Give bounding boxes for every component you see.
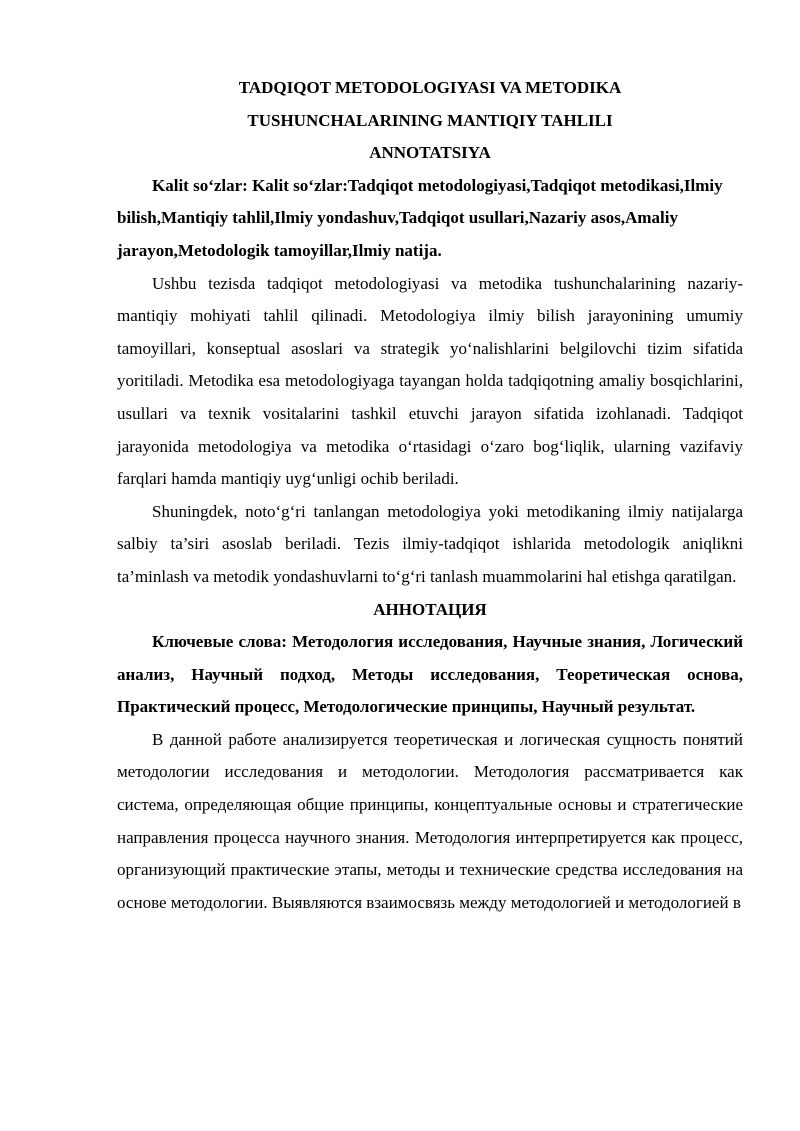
document-title-line-2: TUSHUNCHALARINING MANTIQIY TAHLILI: [247, 110, 613, 130]
annotation-heading-uz: ANNOTATSIYA: [369, 143, 491, 163]
keywords-list-ru: Методология исследования, Научные знания, Логический анализ, Научный подход, Методы исследования, Теоретическая основа, Практический процесс, Методологические принципы, Научный результат.: [117, 632, 743, 717]
paragraph-ru-1: В данной работе анализируется теоретическая и логическая сущность понятий методологии исследования и методологии. Методология рассматривается как система, определяющая общие принципы, концептуальные основы и стратегические направления процесса научного знания. Методология интерпретируется как процесс, организующий практические этапы, методы и технические средства исследования на основе методологии. Выявляются взаимосвязь между методологией и методологией в: [117, 729, 743, 912]
paragraph-uz-1: Ushbu tezisda tadqiqot metodologiyasi va metodika tushunchalarining nazariy-mantiqiy mohiyati tahlil qilinadi. Metodologiya ilmiy bilish jarayonining umumiy tamoyillari, konseptual asoslari va strategik yo‘nalishlarini belgilovchi tizim sifatida yoritiladi. Metodika esa metodologiyaga tayangan holda tadqiqotning amaliy bosqichlarini, usullari va texnik vositalarini tashkil etuvchi jarayon sifatida izohlanadi. Tadqiqot jarayonida metodologiya va metodika o‘rtasidagi o‘zaro bog‘liqlik, ularning vazifaviy farqlari hamda mantiqiy uyg‘unligi ochib beriladi.: [117, 273, 743, 489]
document-page: [117, 72, 743, 919]
keywords-uz: [117, 170, 743, 268]
paragraph-uz-2: Shuningdek, noto‘g‘ri tanlangan metodologiya yoki metodikaning ilmiy natijalarga salbiy ta’siri asoslab beriladi. Tezis ilmiy-tadqiqot ishlarida metodologik aniqlikni ta’minlash va metodik yondashuvlarni to‘g‘ri tanlash muammolarini hal etishga qaratilgan.: [117, 501, 743, 586]
keywords-list-uz: Tadqiqot metodologiyasi,Tadqiqot metodikasi,Ilmiy bilish,Mantiqiy tahlil,Ilmiy yondashuv,Tadqiqot usullari,Nazariy asos,Amaliy jarayon,Metodologik tamoyillar,Ilmiy natija.: [117, 175, 723, 260]
keywords-label-uz: Kalit so‘zlar: Kalit so‘zlar:: [152, 175, 348, 195]
keywords-label-ru: Ключевые слова:: [152, 632, 287, 652]
annotation-heading-ru: АННОТАЦИЯ: [373, 599, 487, 619]
document-title-line-1: TADQIQOT METODOLOGIYASI VA METODIKA: [238, 78, 622, 97]
keywords-ru: [117, 626, 743, 724]
